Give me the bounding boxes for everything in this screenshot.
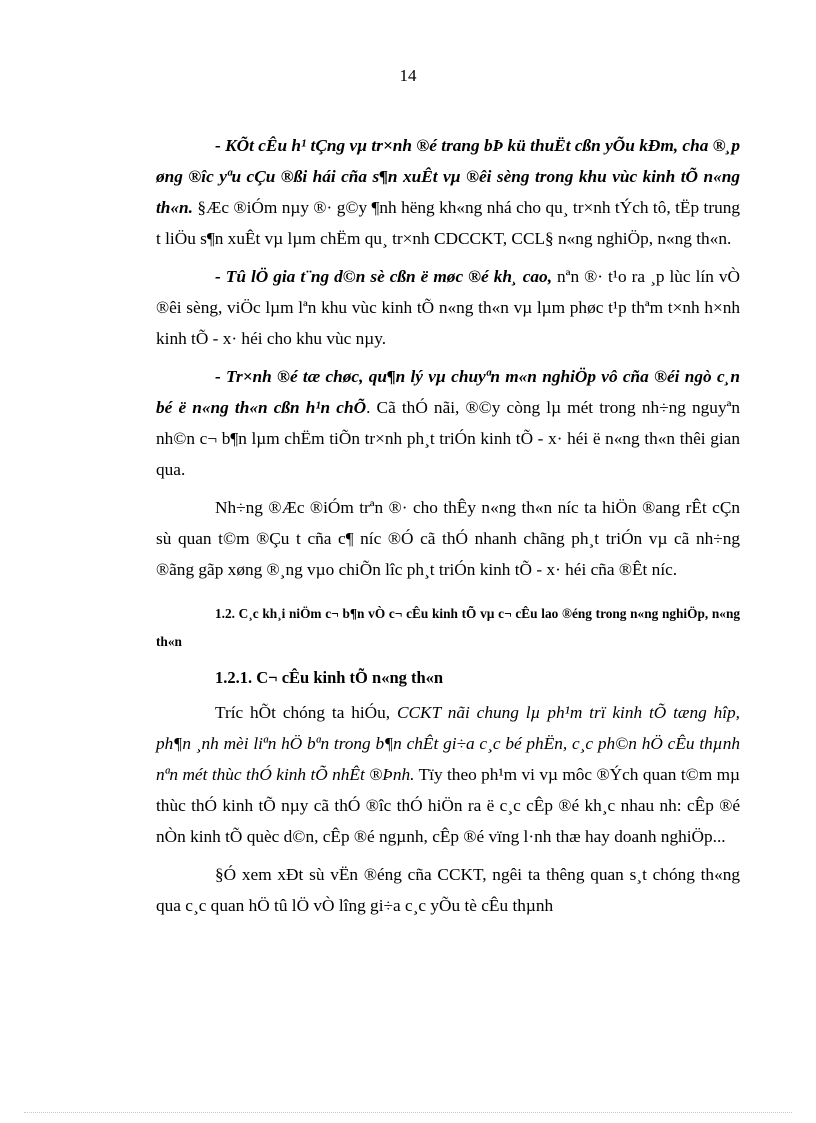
paragraph-observation bbox=[156, 859, 740, 921]
paragraph-lead: Tríc hÕt chóng ta hiÓu, bbox=[215, 703, 397, 722]
paragraph-text: §Ó xem xÐt sù vËn ®éng cña CCKT, ngêi ta thêng quan s¸t chóng th«ng qua c¸c quan hÖ tû lÖ vÒ lîng gi÷a c¸c yÕu tè cÊu thµnh bbox=[156, 865, 740, 915]
section-heading-1-2-1: 1.2.1. C¬ cÊu kinh tÕ n«ng th«n bbox=[215, 668, 444, 687]
paragraph-text: nªn ®· t¹o ra ¸p lùc lín vÒ ®êi sèng, viÖc lµm lªn khu vùc kinh tÕ n«ng th«n vµ lµm phøc t¹p thªm t×nh h×nh kinh tÕ - x· héi cho khu vùc nµy. bbox=[156, 267, 740, 348]
paragraph-emphasis: - Tr×nh ®é tæ chøc, qu¶n lý vµ chuyªn m«n nghiÖp vô cña ®éi ngò c¸n bé ë n«ng th«n cßn h¹n chÕ bbox=[156, 367, 740, 417]
paragraph-text: . Cã thÓ nãi, ®©y còng lµ mét trong nh÷ng nguyªn nh©n c¬ b¶n lµm chËm tiÕn tr×nh ph¸t triÓn kinh tÕ - x· héi ë n«ng th«n thêi gian qua. bbox=[156, 398, 740, 479]
page-bottom-divider bbox=[24, 1112, 792, 1113]
paragraph-emphasis: - KÕt cÊu h¹ tÇng vµ tr×nh ®é trang bÞ kü thuËt cßn yÕu kÐm, cha ®¸p øng ®îc yªu cÇu ®ßi hái cña s¶n xuÊt vµ ®êi sèng trong khu vùc kinh tÕ n«ng th«n. bbox=[156, 136, 740, 217]
paragraph-definition bbox=[156, 697, 740, 852]
paragraph-emphasis: - Tû lÖ gia t¨ng d©n sè cßn ë møc ®é kh¸ cao, bbox=[215, 267, 553, 286]
page-number: 14 bbox=[399, 66, 417, 85]
paragraph-text: Nh÷ng ®Æc ®iÓm trªn ®· cho thÊy n«ng th«n níc ta hiÖn ®ang rÊt cÇn sù quan t©m ®Çu t cña c¶ níc ®Ó cã thÓ nhanh chãng ph¸t triÓn vµ cã nh÷ng ®ãng gãp xøng ®¸ng vµo chiÕn lîc ph¸t triÓn kinh tÕ - x· héi cña ®Êt níc. bbox=[156, 498, 740, 579]
paragraph-conclusion bbox=[156, 492, 740, 585]
paragraph-staff bbox=[156, 361, 740, 485]
paragraph-population bbox=[156, 261, 740, 354]
paragraph-text: Tïy theo ph¹m vi vµ môc ®Ých quan t©m mµ thùc thÓ kinh tÕ nµy cã thÓ ®îc thÓ hiÖn ra ë c¸c cÊp ®é kh¸c nhau nh: cÊp ®é nÒn kinh tÕ quèc d©n, cÊp ®é ngµnh, cÊp ®é vïng l·nh thæ hay doanh nghiÖp... bbox=[156, 765, 740, 846]
section-heading-1-2: 1.2. C¸c kh¸i niÖm c¬ b¶n vÒ c¬ cÊu kinh tÕ vµ c¬ cÊu lao ®éng trong n«ng nghiÖp, n«ng th«n bbox=[156, 606, 740, 649]
document-body bbox=[156, 130, 740, 921]
paragraph-definition-italic: CCKT nãi chung lµ ph¹m trï kinh tÕ tæng hîp, ph¶n ¸nh mèi liªn hÖ bªn trong b¶n chÊt gi÷a c¸c bé phËn, c¸c ph©n hÖ cÊu thµnh nªn mét thùc thÓ kinh tÕ nhÊt ®Þnh. bbox=[156, 703, 740, 784]
paragraph-text: §Æc ®iÓm nµy ®· g©y ¶nh hëng kh«ng nhá cho qu¸ tr×nh tÝch tô, tËp trung t liÖu s¶n xuÊt vµ lµm chËm qu¸ tr×nh CDCCKT, CCL§ n«ng nghiÖp, n«ng th«n. bbox=[156, 198, 740, 248]
paragraph-infrastructure bbox=[156, 130, 740, 254]
